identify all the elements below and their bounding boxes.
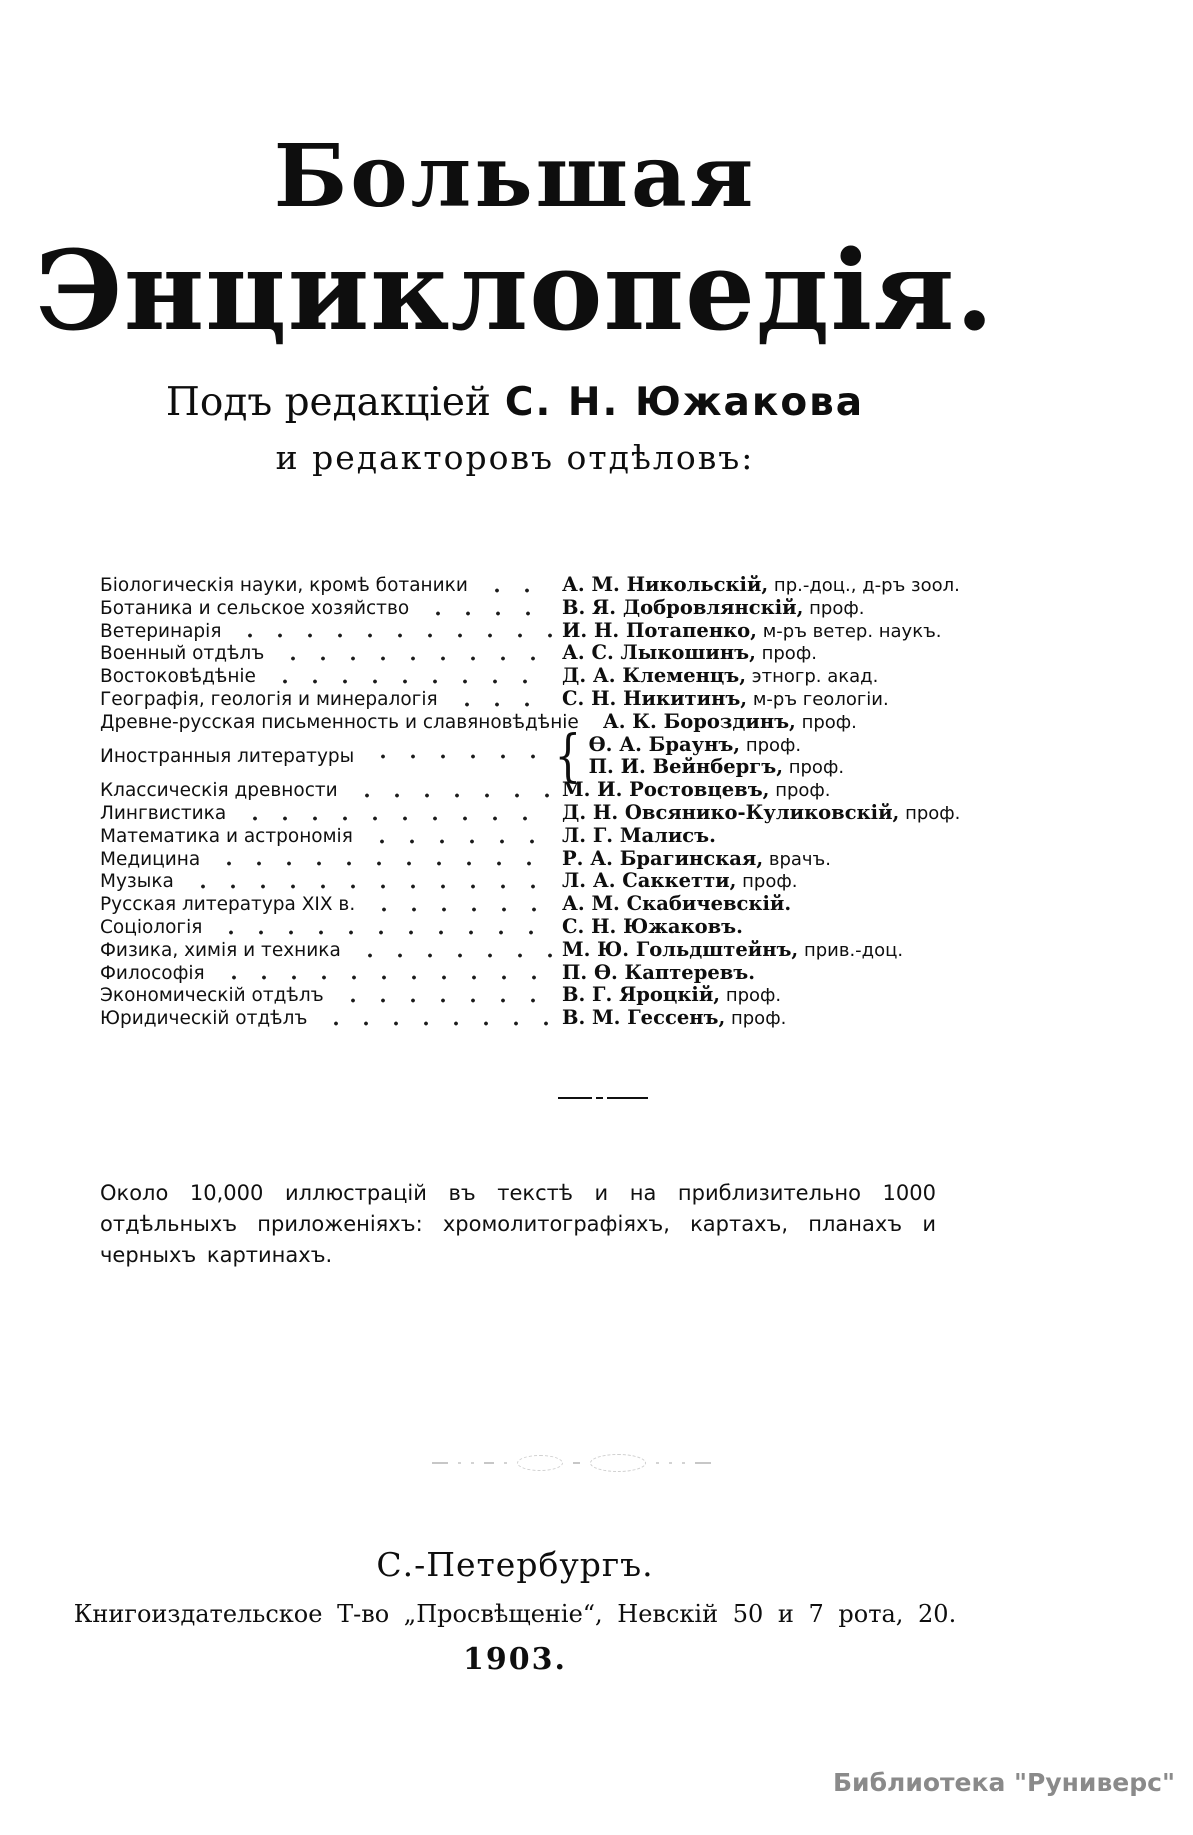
editor-line [562, 665, 878, 688]
section-subject: Русская литература XIX в. [100, 894, 356, 916]
editor-line [562, 848, 831, 871]
chief-editor-name: С. Н. Южакова [504, 380, 865, 425]
dot-leaders [482, 588, 552, 593]
editor-name: П. И. Вейнбергъ, [588, 755, 784, 779]
dot-leaders [369, 907, 552, 912]
editor-role: м-ръ геологіи. [747, 688, 889, 710]
editor-cell [562, 848, 958, 871]
editor-line [562, 939, 903, 962]
section-subject: Экономическій отдѣлъ [100, 985, 324, 1007]
editor-line [562, 688, 889, 711]
editor-line [562, 893, 791, 916]
dot-leaders [368, 754, 552, 759]
editor-line [562, 916, 743, 939]
editor-cell [562, 916, 958, 939]
editor-role: проф. [755, 643, 817, 665]
editor-name: А. М. Никольскій, [562, 573, 769, 596]
editor-role: проф. [720, 985, 782, 1007]
section-subject: Ветеринарія [100, 620, 222, 642]
editor-line [562, 1007, 786, 1030]
editor-line [562, 620, 942, 643]
table-row [100, 984, 958, 1007]
editor-line [589, 756, 844, 779]
section-subject: Классическія древности [100, 780, 338, 802]
table-row [100, 939, 958, 962]
book-title-line2: Энциклопедія. [35, 226, 995, 355]
editor-name: И. Н. Потапенко, [562, 618, 757, 642]
editor-role: м-ръ ветер. наукъ. [756, 620, 942, 642]
editor-name: С. Н. Южаковъ. [562, 914, 743, 938]
editor-cell [562, 620, 958, 643]
editor-name: В. Г. Яроцкій, [562, 983, 721, 1007]
editor-line [562, 825, 716, 848]
editor-line [562, 802, 960, 825]
table-row [100, 916, 958, 939]
editor-cell [562, 939, 958, 962]
editor-cell [562, 779, 958, 802]
dot-leaders [278, 656, 552, 661]
publication-year: 1903. [463, 1642, 567, 1677]
editor-name: Л. А. Саккетти, [562, 869, 737, 893]
editor-role: проф. [783, 757, 845, 779]
editors-heading: и редакторовъ отдѣловъ: [275, 438, 755, 477]
section-subject: Музыка [100, 871, 174, 893]
section-subject: Востоковѣдѣніе [100, 666, 256, 688]
table-row [100, 665, 958, 688]
editor-cell [562, 665, 958, 688]
section-subject: Физика, химія и техника [100, 939, 341, 961]
section-subject: Медицина [100, 848, 201, 870]
section-subject: Философія [100, 962, 205, 984]
section-subject: Ботаника и сельское хозяйство [100, 597, 410, 619]
editor-name: Р. А. Брагинская, [562, 846, 764, 870]
editor-cell [562, 825, 958, 848]
editor-line [562, 574, 960, 597]
editor-name: М. Ю. Гольдштейнъ, [562, 937, 799, 961]
editor-name: М. И. Ростовцевъ, [562, 778, 770, 802]
editor-line [562, 984, 781, 1007]
table-row [100, 848, 958, 871]
dot-leaders [355, 953, 552, 958]
section-subject: Соціологія [100, 916, 203, 938]
table-row [100, 711, 958, 734]
section-subject: Лингвистика [100, 802, 227, 824]
illustrations-note: Около 10,000 иллюстрацій въ текстѣ и на приблизительно 1000 отдѣльныхъ приложеніяхъ: хромолитографіяхъ, картахъ, планахъ и черныхъ картинахъ. [100, 1181, 936, 1267]
table-row [100, 893, 958, 916]
editor-cell [562, 893, 958, 916]
editor-cell [603, 711, 999, 734]
editor-cell [562, 642, 958, 665]
editor-cell [562, 574, 958, 597]
editor-line [562, 962, 755, 985]
library-watermark: Библиотека "Руниверс" [833, 1768, 1175, 1797]
editor-name: Д. Н. Овсянико-Куликовскій, [562, 800, 900, 824]
editor-line [562, 870, 797, 893]
section-subject: Юридическій отдѣлъ [100, 1008, 308, 1030]
table-row [100, 688, 958, 711]
table-row [100, 574, 958, 597]
editor-cell [562, 800, 961, 825]
table-row [100, 642, 958, 665]
dot-leaders [214, 861, 552, 866]
editor-role: прив.-доц. [798, 939, 904, 961]
editor-role: пр.-доц., д-ръ зоол. [768, 575, 960, 596]
dot-leaders [219, 975, 552, 980]
editor-role: проф. [725, 1008, 787, 1030]
publication-city: С.-Петербургъ. [376, 1545, 654, 1584]
editor-name: Ѳ. А. Браунъ, [588, 732, 741, 756]
editors-table [100, 573, 961, 1030]
faded-stamp-ornament [432, 1450, 762, 1476]
editor-line [562, 779, 831, 802]
editor-name: А. К. Бороздинъ, [602, 709, 796, 733]
dot-leaders [367, 839, 552, 844]
editor-role: проф. [803, 597, 865, 619]
table-row [100, 962, 958, 985]
dot-leaders [352, 793, 552, 798]
editor-cell [562, 597, 958, 620]
table-row [100, 779, 958, 802]
subtitle [0, 382, 1030, 425]
table-row [100, 870, 958, 893]
editor-name: В. М. Гессенъ, [562, 1006, 726, 1030]
editor-role: проф. [899, 802, 961, 824]
editor-cell [562, 984, 958, 1007]
editor-cell [562, 962, 958, 985]
dot-leaders [216, 930, 552, 935]
table-row [100, 597, 958, 620]
dot-leaders [240, 816, 552, 821]
dot-leaders [452, 702, 552, 707]
section-subject: Географія, геологія и минералогія [100, 688, 438, 710]
section-subject: Военный отдѣлъ [100, 643, 265, 665]
editor-cell [562, 1007, 958, 1030]
editor-name: В. Я. Добровлянскій, [562, 595, 804, 619]
book-title-line1: Большая [273, 126, 757, 227]
dot-leaders [188, 884, 552, 889]
table-row [100, 1007, 958, 1030]
subtitle-prefix: Подъ редакціей [165, 380, 491, 425]
table-row [100, 723, 958, 789]
editor-role: проф. [740, 734, 802, 756]
dot-leaders [235, 633, 552, 638]
table-row [100, 800, 961, 825]
editor-role: этногр. акад. [746, 666, 879, 688]
dot-leaders [423, 611, 552, 616]
divider-rule [558, 1097, 648, 1099]
editor-role: проф. [769, 780, 831, 802]
editor-role: проф. [736, 871, 798, 893]
editor-cell [562, 870, 958, 893]
editor-line [603, 711, 857, 734]
dot-leaders [321, 1021, 552, 1026]
publisher-line: Книгоиздательское Т-во „Просвѣщеніе“, Невскій 50 и 7 рота, 20. [73, 1600, 957, 1628]
editor-cell [554, 723, 958, 789]
dot-leaders [338, 998, 552, 1003]
editor-name: А. С. Лыкошинъ, [562, 641, 756, 665]
editor-cell [562, 688, 958, 711]
table-row [100, 825, 958, 848]
editor-line [562, 642, 817, 665]
left-brace: { [554, 723, 582, 789]
table-row [100, 620, 958, 643]
section-subject: Древне-русская письменность и славяновѣдѣніе [100, 711, 579, 733]
editor-line [589, 734, 844, 757]
section-subject: Иностранныя литературы [100, 745, 355, 767]
editor-name: С. Н. Никитинъ, [562, 686, 748, 710]
dot-leaders [270, 679, 552, 684]
editor-role: врачъ. [763, 848, 831, 870]
editor-role: проф. [795, 711, 857, 733]
editor-name: Л. Г. Малисъ. [562, 823, 716, 847]
section-subject: Математика и астрономія [100, 825, 353, 847]
editor-name: А. М. Скабичевскій. [562, 892, 792, 916]
editor-name: Д. А. Клеменцъ, [562, 664, 747, 688]
section-subject: Біологическія науки, кромѣ ботаники [100, 575, 468, 596]
editor-line [562, 597, 864, 620]
editor-name: П. Ѳ. Каптеревъ. [562, 960, 756, 984]
